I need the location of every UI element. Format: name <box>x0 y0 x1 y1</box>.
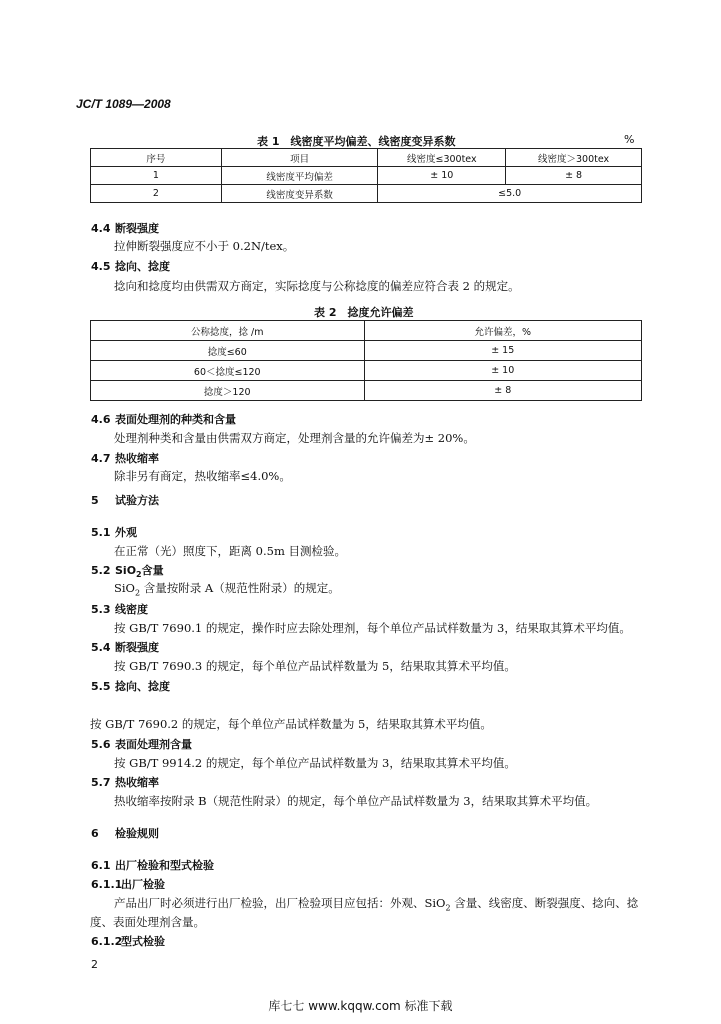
text-part: 产品出厂时必须进行出厂检验，出厂检验项目应包括：外观、SiO <box>114 896 446 910</box>
section-number: 4.4 <box>91 222 111 235</box>
section-4-4-text: 拉伸断裂强度应不小于 0.2N/tex。 <box>114 239 295 253</box>
section-4-6-heading <box>91 411 236 427</box>
table-header-row <box>91 149 642 167</box>
section-5-4-heading <box>91 639 159 655</box>
section-number: 5 <box>91 494 99 507</box>
table-cell: 60＜捻度≤120 <box>91 361 365 381</box>
section-6-1-2-heading <box>91 933 165 949</box>
section-4-5-heading <box>91 258 170 274</box>
section-number: 6.1.2 <box>91 935 123 948</box>
section-5-1-heading <box>91 524 137 540</box>
table1-caption: 表 1 线密度平均偏差、线密度变异系数 <box>257 135 456 148</box>
footer-watermark: 库七七 www.kqqw.com 标准下载 <box>268 999 453 1013</box>
standard-code: JC/T 1089—2008 <box>76 97 171 111</box>
section-4-4-heading <box>91 220 159 236</box>
subscript: 2 <box>136 570 142 580</box>
section-6-heading <box>91 825 159 841</box>
table-row <box>91 381 642 401</box>
section-title: 表面处理剂含量 <box>115 738 192 751</box>
table-cell: ± 8 <box>506 167 642 185</box>
text-part: 含量、线密度、断裂强度、捻向、捻 <box>450 896 639 910</box>
section-5-2-text <box>114 580 340 597</box>
section-title: 出厂检验 <box>121 878 165 891</box>
table-row <box>91 361 642 381</box>
section-number: 6 <box>91 827 99 840</box>
subscript: 2 <box>134 588 141 598</box>
table-header-cell: 允许偏差，% <box>364 321 642 341</box>
table-header-cell: 项目 <box>221 149 378 167</box>
section-title: 断裂强度 <box>115 641 159 654</box>
section-4-6-text: 处理剂种类和含量由供需双方商定，处理剂含量的允许偏差为± 20%。 <box>114 431 475 445</box>
section-5-3-text: 按 GB/T 7690.1 的规定，操作时应去除处理剂，每个单位产品试样数量为 3，结果取其算术平均值。 <box>114 621 631 635</box>
table-row <box>91 185 642 203</box>
page-number: 2 <box>91 958 98 971</box>
section-4-5-text: 捻向和捻度均由供需双方商定，实际捻度与公称捻度的偏差应符合表 2 的规定。 <box>114 279 520 293</box>
table-cell: ± 15 <box>364 341 642 361</box>
section-title: 捻向、捻度 <box>115 260 170 273</box>
table-header-cell: 序号 <box>91 149 222 167</box>
section-5-2-heading <box>91 562 164 579</box>
section-5-6-text: 按 GB/T 9914.2 的规定，每个单位产品试样数量为 3，结果取其算术平均值。 <box>114 756 516 770</box>
table2-caption: 表 2 捻度允许偏差 <box>314 306 414 319</box>
section-number: 4.6 <box>91 413 111 426</box>
table-cell: 捻度＞120 <box>91 381 365 401</box>
section-title: 热收缩率 <box>115 452 159 465</box>
section-number: 4.5 <box>91 260 111 273</box>
section-number: 4.7 <box>91 452 111 465</box>
section-title: 线密度 <box>115 603 148 616</box>
section-number: 6.1 <box>91 859 111 872</box>
table-row <box>91 167 642 185</box>
section-5-4-text: 按 GB/T 7690.3 的规定，每个单位产品试样数量为 5，结果取其算术平均值。 <box>114 659 516 673</box>
section-4-7-heading <box>91 450 159 466</box>
section-title: 捻向、捻度 <box>115 680 170 693</box>
section-title: 断裂强度 <box>115 222 159 235</box>
section-number: 5.1 <box>91 526 111 539</box>
section-6-1-1-heading <box>91 876 165 892</box>
table1-unit: % <box>624 133 635 146</box>
section-number: 5.5 <box>91 680 111 693</box>
section-title: 热收缩率 <box>115 776 159 789</box>
table2 <box>90 320 642 401</box>
section-number: 5.7 <box>91 776 111 789</box>
section-5-6-heading <box>91 736 192 752</box>
section-5-5-text: 按 GB/T 7690.2 的规定，每个单位产品试样数量为 5，结果取其算术平均值。 <box>90 717 492 731</box>
table-cell: ± 10 <box>378 167 506 185</box>
section-5-5-heading <box>91 678 170 694</box>
text-part: 含量按附录 A（规范性附录）的规定。 <box>140 581 340 595</box>
section-6-1-1-text-line2: 度、表面处理剂含量。 <box>90 915 205 929</box>
section-title: 表面处理剂的种类和含量 <box>115 413 236 426</box>
table-cell: 2 <box>91 185 222 203</box>
table1 <box>90 148 642 203</box>
section-4-7-text: 除非另有商定，热收缩率≤4.0%。 <box>114 469 291 483</box>
section-title: 检验规则 <box>115 827 159 840</box>
section-6-1-1-text-line1 <box>114 895 638 912</box>
section-5-7-heading <box>91 774 159 790</box>
section-5-1-text: 在正常（光）照度下，距离 0.5m 目测检验。 <box>114 544 347 558</box>
table-header-cell: 线密度≤300tex <box>378 149 506 167</box>
section-title: 出厂检验和型式检验 <box>115 859 214 872</box>
table-header-row <box>91 321 642 341</box>
subscript: 2 <box>445 903 451 913</box>
section-number: 6.1.1 <box>91 878 123 891</box>
section-number: 5.6 <box>91 738 111 751</box>
text-part: SiO <box>114 581 135 595</box>
section-5-3-heading <box>91 601 148 617</box>
table-cell: 1 <box>91 167 222 185</box>
section-number: 5.4 <box>91 641 111 654</box>
section-title-part: 含量 <box>141 564 164 577</box>
table-row <box>91 341 642 361</box>
section-number: 5.3 <box>91 603 111 616</box>
table-cell: 线密度平均偏差 <box>221 167 378 185</box>
section-title: 外观 <box>115 526 137 539</box>
section-title <box>115 564 164 580</box>
table-cell: 捻度≤60 <box>91 341 365 361</box>
table-cell: ± 8 <box>364 381 642 401</box>
table-cell-merged: ≤5.0 <box>378 185 642 203</box>
section-6-1-heading <box>91 857 214 873</box>
section-5-7-text: 热收缩率按附录 B（规范性附录）的规定，每个单位产品试样数量为 3，结果取其算术平均值。 <box>114 794 598 808</box>
section-title: 试验方法 <box>115 494 159 507</box>
section-title-part: SiO <box>115 564 137 577</box>
table-header-cell: 公称捻度，捻 /m <box>91 321 365 341</box>
section-5-heading <box>91 492 159 508</box>
table-header-cell: 线密度＞300tex <box>506 149 642 167</box>
section-title: 型式检验 <box>121 935 165 948</box>
section-number: 5.2 <box>91 564 111 577</box>
table-cell: 线密度变异系数 <box>221 185 378 203</box>
table-cell: ± 10 <box>364 361 642 381</box>
